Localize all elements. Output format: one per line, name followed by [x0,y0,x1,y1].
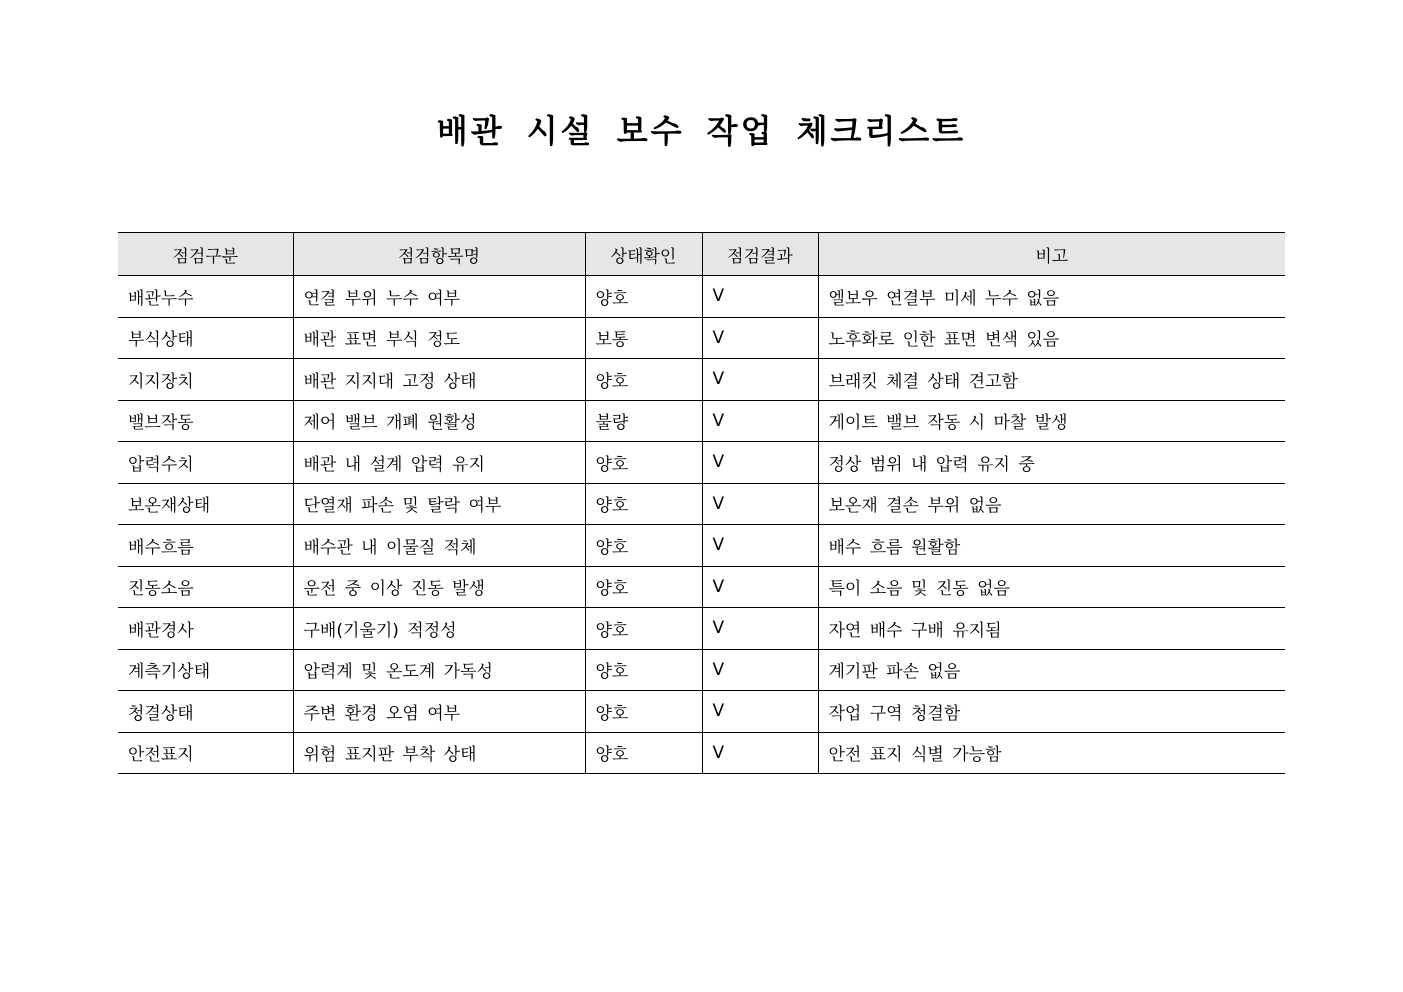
table-row [118,649,1285,691]
cell-item-name: 단열재 파손 및 탈락 여부 [293,483,585,525]
cell-result: V [702,317,818,359]
cell-status: 양호 [585,691,702,733]
cell-status: 양호 [585,649,702,691]
cell-result: V [702,442,818,484]
cell-result: V [702,276,818,318]
cell-category: 배관경사 [118,608,293,650]
header-status: 상태확인 [585,233,702,276]
cell-status: 양호 [585,732,702,774]
table-row [118,525,1285,567]
cell-status: 양호 [585,276,702,318]
cell-result: V [702,649,818,691]
header-item-name: 점검항목명 [293,233,585,276]
cell-item-name: 위험 표지판 부착 상태 [293,732,585,774]
cell-status: 양호 [585,525,702,567]
cell-item-name: 주변 환경 오염 여부 [293,691,585,733]
cell-item-name: 연결 부위 누수 여부 [293,276,585,318]
cell-item-name: 배관 지지대 고정 상태 [293,359,585,401]
cell-category: 보온재상태 [118,483,293,525]
cell-result: V [702,525,818,567]
cell-item-name: 구배(기울기) 적정성 [293,608,585,650]
cell-item-name: 제어 밸브 개폐 원활성 [293,400,585,442]
cell-category: 청결상태 [118,691,293,733]
table-row [118,442,1285,484]
table-row [118,483,1285,525]
cell-status: 양호 [585,359,702,401]
cell-item-name: 배관 표면 부식 정도 [293,317,585,359]
cell-status: 불량 [585,400,702,442]
cell-category: 부식상태 [118,317,293,359]
cell-category: 배관누수 [118,276,293,318]
document-title: 배관 시설 보수 작업 체크리스트 [436,112,967,150]
table-row [118,359,1285,401]
cell-category: 계측기상태 [118,649,293,691]
cell-remarks: 정상 범위 내 압력 유지 중 [818,442,1285,484]
cell-status: 보통 [585,317,702,359]
cell-category: 압력수치 [118,442,293,484]
cell-item-name: 배관 내 설계 압력 유지 [293,442,585,484]
table-row [118,732,1285,774]
cell-status: 양호 [585,442,702,484]
table-row [118,566,1285,608]
cell-remarks: 브래킷 체결 상태 견고함 [818,359,1285,401]
header-remarks: 비고 [818,233,1285,276]
table-header-row [118,233,1285,276]
cell-category: 배수흐름 [118,525,293,567]
cell-status: 양호 [585,566,702,608]
cell-result: V [702,359,818,401]
cell-remarks: 작업 구역 청결함 [818,691,1285,733]
cell-remarks: 게이트 밸브 작동 시 마찰 발생 [818,400,1285,442]
cell-remarks: 특이 소음 및 진동 없음 [818,566,1285,608]
cell-result: V [702,483,818,525]
checklist-table [118,232,1285,774]
header-category: 점검구분 [118,233,293,276]
table-row [118,400,1285,442]
cell-remarks: 자연 배수 구배 유지됨 [818,608,1285,650]
cell-remarks: 안전 표지 식별 가능함 [818,732,1285,774]
cell-remarks: 보온재 결손 부위 없음 [818,483,1285,525]
cell-status: 양호 [585,608,702,650]
table-row [118,317,1285,359]
cell-result: V [702,566,818,608]
table-row [118,276,1285,318]
table-row [118,691,1285,733]
cell-result: V [702,400,818,442]
header-result: 점검결과 [702,233,818,276]
cell-status: 양호 [585,483,702,525]
cell-result: V [702,691,818,733]
cell-result: V [702,732,818,774]
cell-result: V [702,608,818,650]
cell-category: 지지장치 [118,359,293,401]
cell-item-name: 배수관 내 이물질 적체 [293,525,585,567]
cell-remarks: 계기판 파손 없음 [818,649,1285,691]
cell-remarks: 배수 흐름 원활함 [818,525,1285,567]
cell-category: 안전표지 [118,732,293,774]
cell-remarks: 노후화로 인한 표면 변색 있음 [818,317,1285,359]
cell-remarks: 엘보우 연결부 미세 누수 없음 [818,276,1285,318]
cell-category: 진동소음 [118,566,293,608]
cell-category: 밸브작동 [118,400,293,442]
table-row [118,608,1285,650]
cell-item-name: 운전 중 이상 진동 발생 [293,566,585,608]
cell-item-name: 압력계 및 온도계 가독성 [293,649,585,691]
